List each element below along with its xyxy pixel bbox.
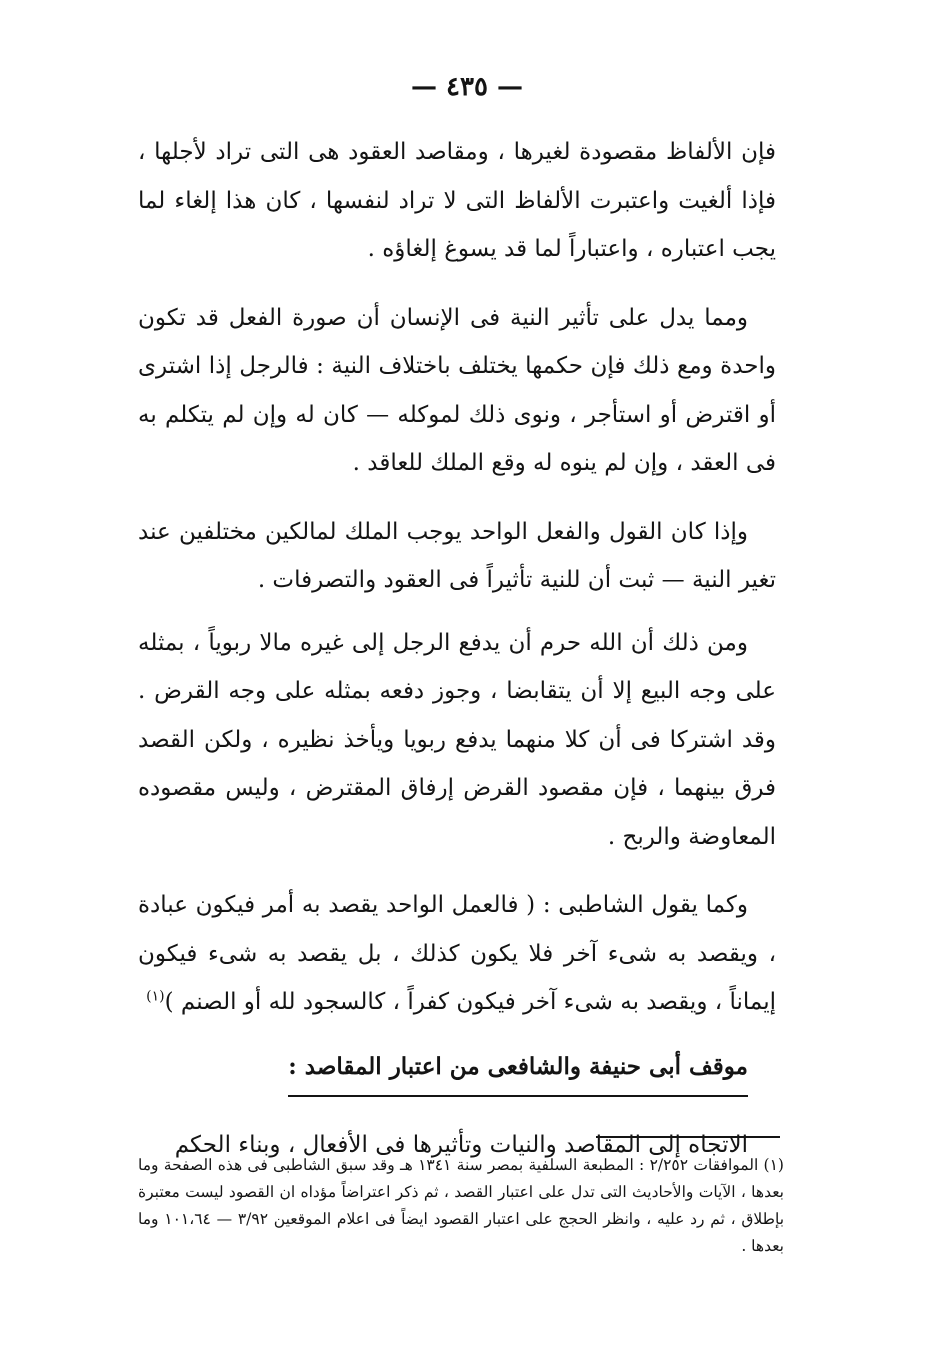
shatibi-quote: وكما يقول الشاطبى : ( فالعمل الواحد يقصد به أمر فيكون عبادة ، ويقصد به شىء آخر فلا يكون كذلك ، بل يقصد به شىء فيكون إيماناً ، ويقصد به شىء آخر فيكون كفراً ، كالسجود لله أو الصنم ) (138, 892, 776, 1015)
page-number: — ٤٣٥ — (410, 72, 524, 102)
footnote: (١) الموافقات ٢/٢٥٢ : المطبعة السلفية بمصر سنة ١٣٤١ هـ وقد سبق الشاطبى فى هذه الصفحة وما بعدها ، الآيات والأحاديث التى تدل على اعتبار القصد ، ثم ذكر اعتراضاً مؤداه ان القصود ليست معتبرة بإطلاق ، ثم رد عليه ، وانظر الحجج على اعتبار القصود ايضاً فى اعلام الموقعين ٣/٩٢ — ١٠١،٦٤ وما بعدها . (138, 1156, 785, 1255)
footnote-reference: (١) (146, 988, 165, 1005)
paragraph-1: فإن الألفاظ مقصودة لغيرها ، ومقاصد العقود هى التى تراد لأجلها ، فإذا ألغيت واعتبرت الألفاظ التى لا تراد لنفسها ، كان هذا إلغاء لما يجب اعتباره ، واعتباراً لما قد يسوغ إلغاؤه . (138, 139, 776, 262)
section-heading-wrap (138, 1041, 776, 1103)
paragraph-2: ومما يدل على تأثير النية فى الإنسان أن صورة الفعل قد تكون واحدة ومع ذلك فإن حكمها يختلف باختلاف النية : فالرجل إذا اشترى أو اقترض أو استأجر ، ونوى ذلك لموكله — كان له وإن لم يتكلم به فى العقد ، وإن لم ينوه له وقع الملك للعاقد . (138, 304, 776, 476)
paragraph-6: الاتجاه إلى المقاصد والنيات وتأثيرها فى الأفعال ، وبناء الحكم (174, 1131, 748, 1158)
paragraph-5 (138, 881, 776, 1027)
section-heading: موقف أبى حنيفة والشافعى من اعتبار المقاصد : (288, 1045, 748, 1097)
paragraph-3: وإذا كان القول والفعل الواحد يوجب الملك لمالكين مختلفين عند تغير النية — ثبت أن للنية تأثيراً فى العقود والتصرفات . (138, 518, 776, 593)
paragraph-4: ومن ذلك أن الله حرم أن يدفع الرجل إلى غيره مالا ربوياً ، بمثله على وجه البيع إلا أن يتقابضا ، وجوز دفعه بمثله على وجه القرض . وقد اشتركا فى أن كلا منهما يدفع ربويا ويأخذ نظيره ، ولكن القصد فرق بينهما ، فإن مقصود القرض إرفاق المقترض ، وليس مقصوده المعاوضة والربح . (138, 629, 777, 850)
body-text (138, 128, 776, 1189)
footnote-divider (596, 1136, 780, 1138)
